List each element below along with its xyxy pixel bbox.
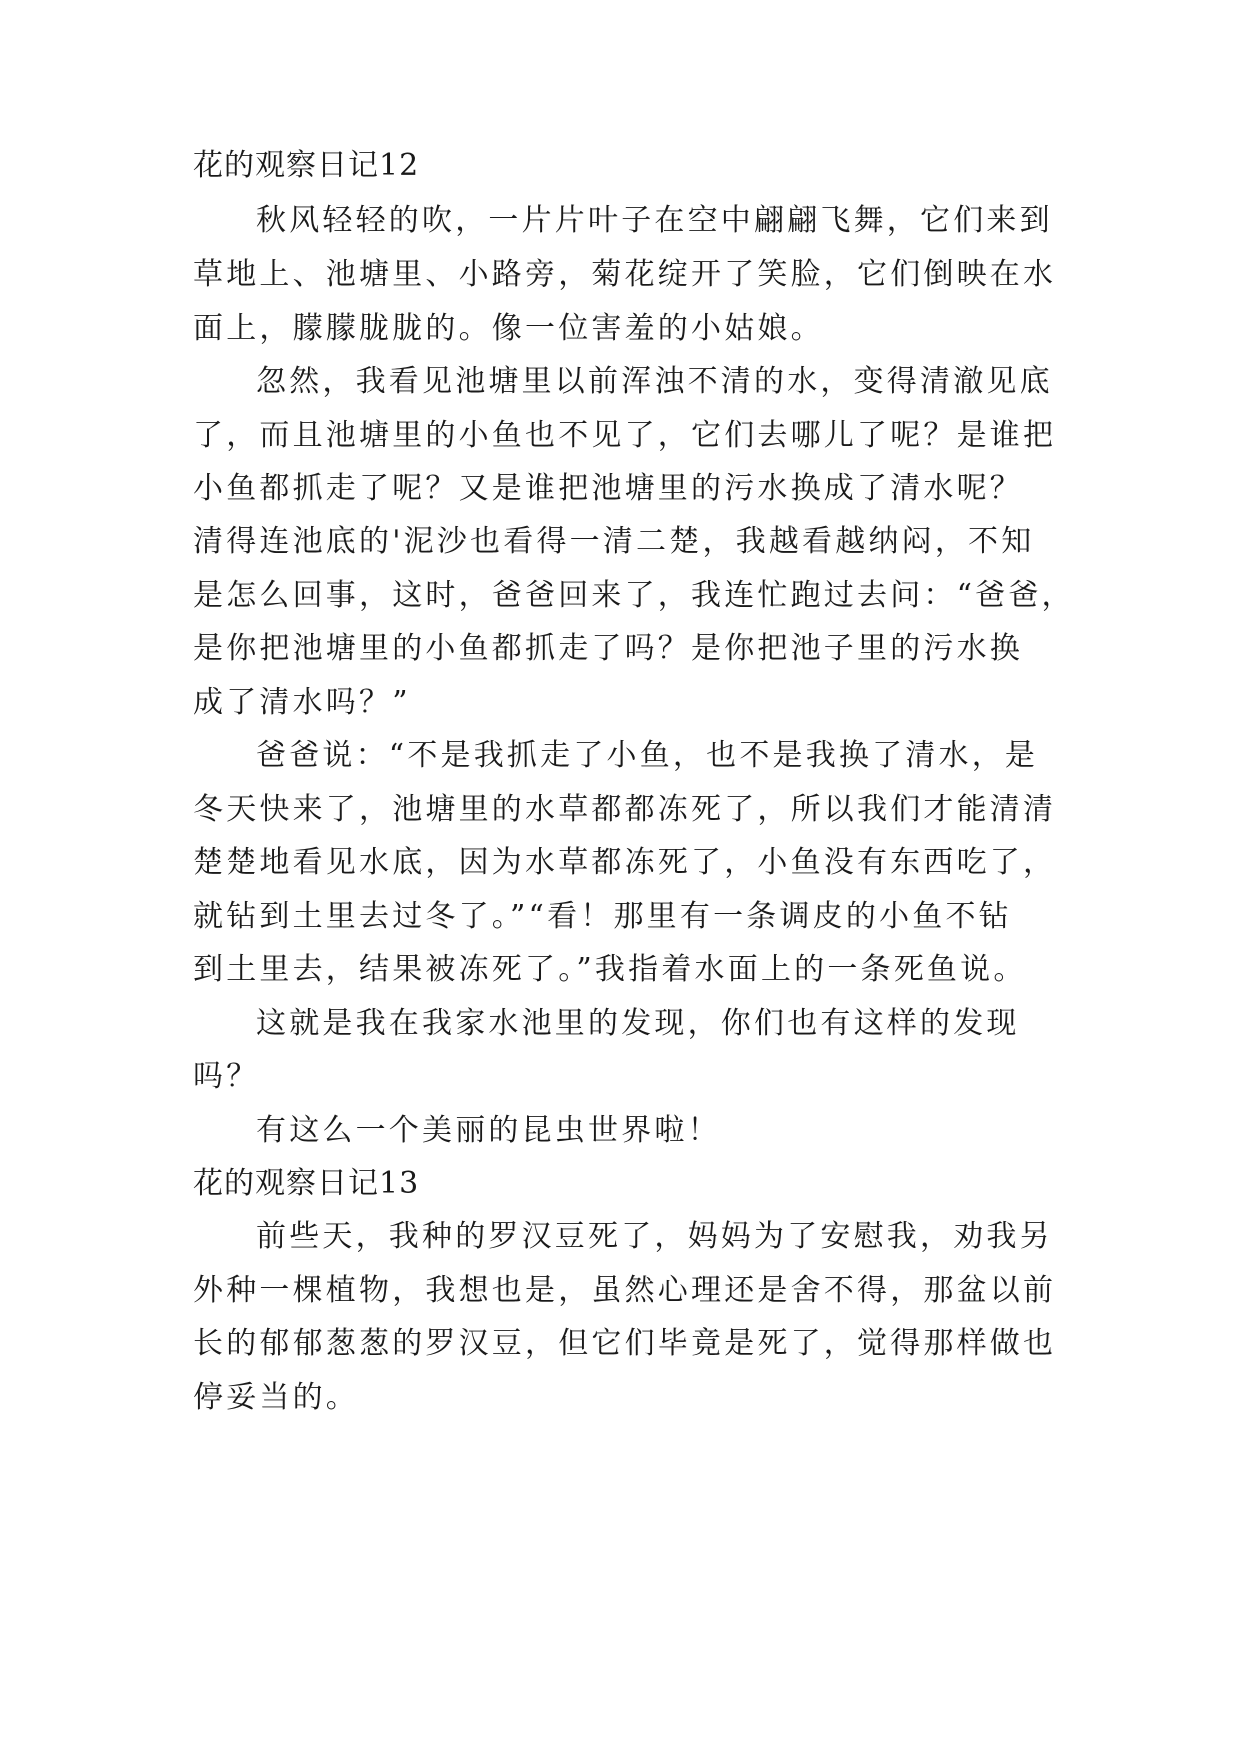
paragraph-line: 冬天快来了，池塘里的水草都都冻死了，所以我们才能清清: [193, 792, 1057, 827]
paragraph-line: 到土里去，结果被冻死了。”我指着水面上的一条死鱼说。: [193, 952, 1027, 987]
paragraph-line: 草地上、池塘里、小路旁，菊花绽开了笑脸，它们倒映在水: [193, 257, 1057, 292]
paragraph-line: 有这么一个美丽的昆虫世界啦！: [256, 1113, 721, 1148]
paragraph-line: 面上，朦朦胧胧的。像一位害羞的小姑娘。: [193, 311, 824, 346]
paragraph-line: 成了清水吗？”: [193, 685, 411, 720]
paragraph-line: 了，而且池塘里的小鱼也不见了，它们去哪儿了呢？是谁把: [193, 418, 1057, 453]
paragraph-line: 停妥当的。: [193, 1380, 359, 1415]
paragraph-line: 这就是我在我家水池里的发现，你们也有这样的发现: [256, 1006, 1020, 1041]
paragraph-line: 秋风轻轻的吹，一片片叶子在空中翩翩飞舞，它们来到: [256, 203, 1053, 238]
paragraph-line: 忽然，我看见池塘里以前浑浊不清的水，变得清澈见底: [256, 364, 1053, 399]
paragraph-line: 外种一棵植物，我想也是，虽然心理还是舍不得，那盆以前: [193, 1273, 1057, 1308]
paragraph-line: 是你把池塘里的小鱼都抓走了吗？是你把池子里的污水换: [193, 631, 1023, 666]
paragraph-line: 就钻到土里去过冬了。”“看！那里有一条调皮的小鱼不钻: [193, 899, 1012, 934]
paragraph-line: 是怎么回事，这时，爸爸回来了，我连忙跑过去问：“爸爸，: [193, 578, 1075, 613]
paragraph-line: 小鱼都抓走了呢？又是谁把池塘里的污水换成了清水呢？: [193, 471, 1023, 506]
section-title-13: 花的观察日记13: [193, 1166, 420, 1201]
paragraph-line: 吗？: [193, 1059, 260, 1094]
paragraph-line: 楚楚地看见水底，因为水草都冻死了，小鱼没有东西吃了，: [193, 845, 1057, 880]
paragraph-line: 长的郁郁葱葱的罗汉豆，但它们毕竟是死了，觉得那样做也: [193, 1326, 1057, 1361]
paragraph-line: 清得连池底的'泥沙也看得一清二楚，我越看越纳闷，不知: [193, 524, 1035, 559]
paragraph-line: 前些天，我种的罗汉豆死了，妈妈为了安慰我，劝我另: [256, 1219, 1053, 1254]
paragraph-line: 爸爸说：“不是我抓走了小鱼，也不是我换了清水，是: [256, 738, 1039, 773]
section-title-12: 花的观察日记12: [193, 148, 420, 183]
